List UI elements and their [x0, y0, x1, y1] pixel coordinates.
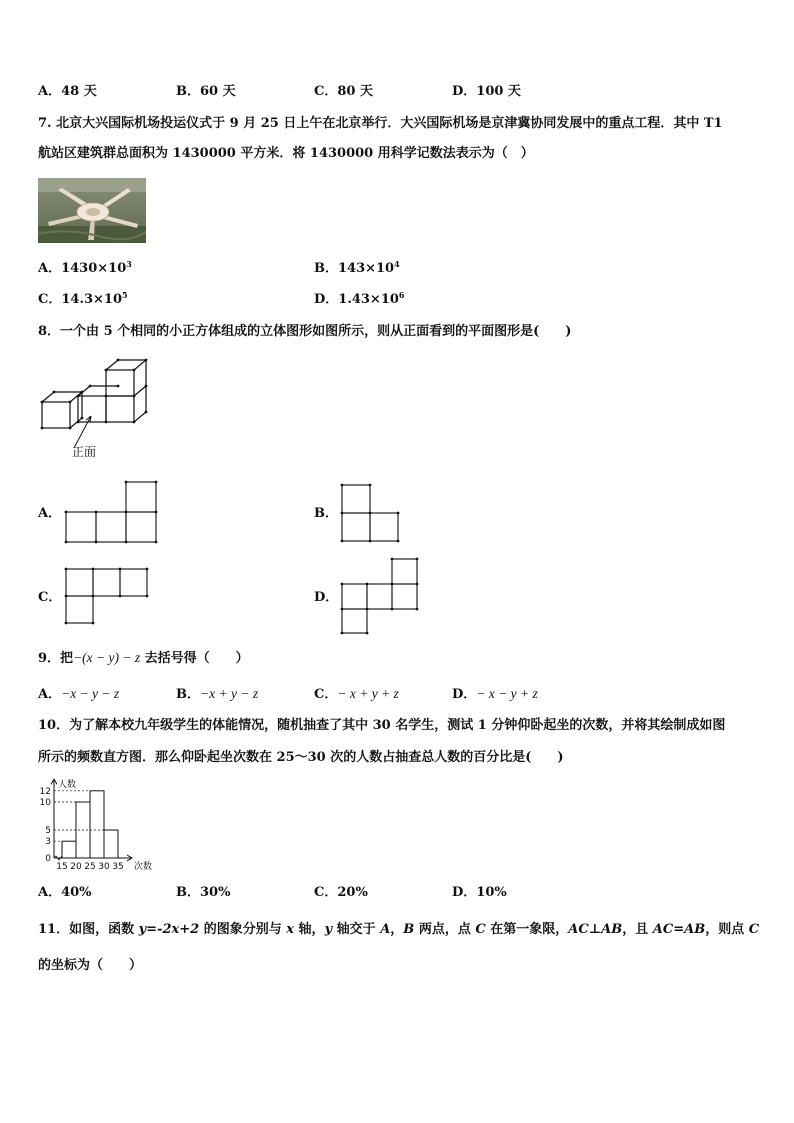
q9-option-c: C．− x + y + z: [314, 686, 399, 702]
x-tick-label: 35: [112, 862, 124, 872]
x-tick-label: 20: [70, 862, 82, 872]
y-tick-label: 0: [45, 854, 51, 864]
q8-solid-figure: [38, 356, 152, 462]
q8-stem: 8．一个由 5 个相同的小正方体组成的立体图形如图所示，则从正面看到的平面图形是( ): [38, 324, 572, 339]
histogram-bar: [90, 791, 104, 858]
y-axis-label: 人数: [58, 780, 77, 791]
q9-option-a: A．−x − y − z: [38, 686, 120, 702]
q10-option-a: A．40%: [38, 885, 92, 900]
x-tick-label: 15: [56, 862, 68, 872]
q8-option-d-figure: [340, 557, 422, 639]
airport-photo: [38, 178, 146, 243]
histogram-bar: [62, 841, 76, 858]
q8-option-c-label: C．: [38, 590, 62, 605]
q7-option-c: C．$14.3\times 10^5$: [38, 290, 128, 307]
q10-stem-line1: 10．为了解本校九年级学生的体能情况，随机抽查了其中 30 名学生，测试 1 分钟仰卧起坐的次数，并将其绘制成如图: [38, 718, 726, 733]
q7-stem-line2: 航站区建筑群总面积为 1430000 平方米．将 1430000 用科学记数法表示为（ ）: [38, 146, 534, 161]
y-tick-label: 3: [45, 837, 51, 848]
q8-option-b-figure: [340, 483, 402, 547]
q7-option-b: B．$143\times 10^4$: [314, 259, 400, 276]
q6-option-b: B．60 天: [176, 84, 236, 99]
y-tick-label: 12: [39, 786, 51, 797]
q7-stem-line1: 7. 北京大兴国际机场投运仪式于 9 月 25 日上午在北京举行．大兴国际机场是京津冀协同发展中的重点工程．其中 T1: [38, 116, 723, 131]
q9-option-b: B．−x + y − z: [176, 686, 259, 702]
y-tick-label: 5: [45, 826, 51, 836]
q10-option-d: D．10%: [452, 885, 507, 900]
q7-option-d: D．$1.43\times 10^6$: [314, 290, 405, 307]
front-view-label: 正面: [72, 445, 97, 459]
y-tick-label: 10: [39, 798, 51, 808]
q9-option-d: D．− x − y + z: [452, 686, 538, 702]
q11-stem-line1: 11．如图，函数 y=-2x+2 的图象分别与 x 轴，y 轴交于 A，B 两点，点 C 在第一象限，AC⊥AB，且 AC=AB，则点 C: [38, 922, 760, 937]
x-axis-label: 次数: [134, 862, 153, 872]
q8-option-c-figure: [64, 567, 152, 631]
x-tick-label: 25: [84, 862, 96, 872]
q11-stem-line2: 的坐标为（ ）: [38, 958, 143, 973]
x-tick-label: 30: [98, 862, 110, 872]
q8-option-a-label: A．: [38, 506, 62, 521]
histogram-bar: [104, 830, 118, 858]
q8-option-a-figure: [64, 480, 160, 548]
q6-option-c: C．80 天: [314, 84, 373, 99]
histogram-svg: [30, 774, 170, 874]
q10-stem-line2: 所示的频数直方图．那么仰卧起坐次数在 25～30 次的人数占抽查总人数的百分比是( ): [38, 750, 564, 765]
q7-option-a: A．$1430\times 10^3$: [38, 259, 132, 276]
q6-option-d: D．100 天: [452, 84, 521, 99]
q10-option-b: B．30%: [176, 885, 231, 900]
q10-option-c: C．20%: [314, 885, 368, 900]
q8-option-b-label: B．: [314, 506, 338, 521]
q9-stem: 9．把−(x − y) − z 去括号得（ ）: [38, 650, 249, 666]
q8-option-d-label: D．: [314, 590, 339, 605]
q6-option-a: A．48 天: [38, 84, 97, 99]
histogram: [30, 774, 170, 874]
